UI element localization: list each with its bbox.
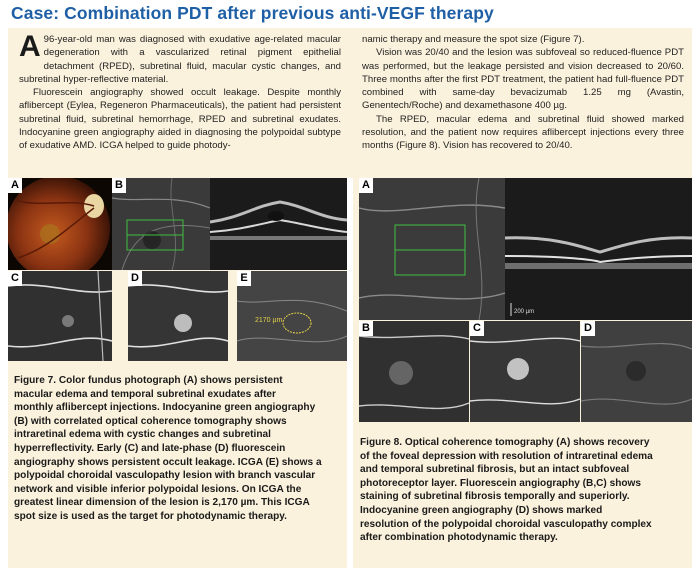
fundus-image	[8, 178, 112, 270]
body-paragraph: Vision was 20/40 and the lesion was subfoveal so reduced-fluence PDT was performed, but the leakage persisted and vision decreased to 20/60. Three months after the first PDT treatment, the patient had full-fluence PDT combined with same-day bevacizumab 1.25 mg (Avastin, Genentech/Roche) and dexamethasone 400 µg.	[362, 47, 684, 112]
panel-label: C	[470, 321, 484, 336]
body-column-left	[19, 30, 341, 153]
oct-scan-image	[210, 178, 347, 270]
scale-bar-label: 200 µm	[514, 309, 535, 315]
slo-image	[359, 178, 505, 320]
body-paragraph: A 96-year-old man was diagnosed with exudative age-related macular degeneration with a vascularized retinal pigment epithelial detachment (RPED), subretinal fluid, macular cystic changes, and subretinal hyper-reflective material.	[19, 30, 341, 85]
body-paragraph: Fluorescein angiography showed occult leakage. Despite monthly aflibercept (Eylea, Regeneron Pharmaceuticals), the patient had persistent subretinal fluid, subretinal hemorrhage, RPED and subretinal exudates. Indocyanine green angiography aided in diagnosing the polypoidal subtype of exudative AMD. ICGA helped to guide photody-	[19, 87, 341, 152]
figure-7-panel	[8, 178, 347, 568]
figure8-image-a-oct	[505, 178, 692, 320]
oct-scan-image	[505, 178, 692, 320]
panel-label: D	[581, 321, 595, 336]
fa-late-image	[128, 271, 228, 361]
figure7-image-a-fundus-photo	[8, 178, 112, 270]
body-column-right	[362, 33, 684, 153]
fa-early-image	[8, 271, 112, 361]
figure7-image-c-fa-early	[8, 271, 112, 361]
panel-label: B	[359, 321, 373, 336]
fa-image	[359, 321, 469, 422]
panel-label: A	[8, 178, 22, 193]
figure8-image-d-icga	[581, 321, 692, 422]
icga-image	[112, 178, 210, 270]
icga-lesion-image	[237, 271, 347, 361]
figure-7-caption: Figure 7. Color fundus photograph (A) shows persistent macular edema and temporal subretinal exudates after monthly aflibercept injections. Indocyanine green angiography (B) with correlated optical coherence tomography shows intraretinal edema with cystic changes and subretinal hyperreflectivity. Early (C) and late-phase (D) fluorescein angiography shows persistent occult leakage. ICGA (E) shows a polypoidal choroidal vasculopathy lesion with branch vascular network and visible inferior polypoidal lesions. On ICGA the greatest linear dimension of the lesion is 2,170 µm. This ICGA spot size is used as the target for photodynamic therapy.	[14, 375, 322, 522]
fa-late-image	[470, 321, 580, 422]
figure7-image-e-icga	[237, 271, 347, 361]
figure8-image-b-fa	[359, 321, 469, 422]
figure-8-panel	[353, 178, 692, 568]
panel-label: E	[237, 271, 251, 286]
figure-8-caption: Figure 8. Optical coherence tomography (A) shows recovery of the foveal depression with resolution of intraretinal edema and temporal subretinal fibrosis, but an intact subfoveal photoreceptor layer. Fluorescein angiography (B,C) shows staining of subretinal fibrosis temporally and superiorly. Indocyanine green angiography (D) shows marked resolution of the polypoidal choroidal vasculopathy complex after combination photodynamic therapy.	[360, 437, 653, 544]
icga-image	[581, 321, 692, 422]
figure7-image-b-icga	[112, 178, 210, 270]
panel-label: C	[8, 271, 22, 286]
drop-cap: A	[19, 30, 41, 63]
page-title: Case: Combination PDT after previous anti-VEGF therapy	[11, 3, 494, 23]
body-paragraph: namic therapy and measure the spot size (Figure 7).	[362, 34, 585, 45]
lesion-measurement: 2170 µm	[255, 317, 283, 324]
figure7-image-b-oct	[210, 178, 347, 270]
panel-label: A	[359, 178, 373, 193]
panel-label: D	[128, 271, 142, 286]
figure8-image-c-fa	[470, 321, 580, 422]
figure8-image-a-slo	[359, 178, 505, 320]
panel-label: B	[112, 178, 126, 193]
figure7-image-d-fa-late	[128, 271, 228, 361]
body-paragraph: The RPED, macular edema and subretinal fluid showed marked resolution, and the patient now requires aflibercept injections every three months (Figure 8). Vision has recovered to 20/40.	[362, 113, 684, 152]
